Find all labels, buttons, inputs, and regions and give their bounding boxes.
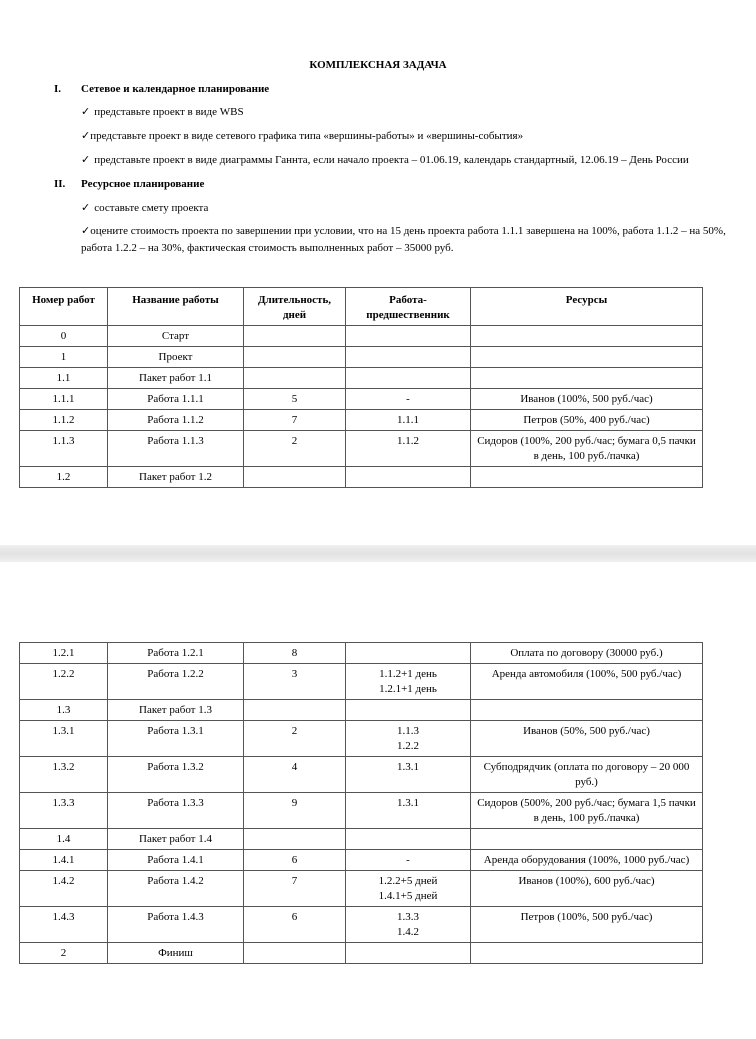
cell-number: 1.4.3 bbox=[20, 907, 108, 943]
cell-resources: Сидоров (100%, 200 руб./час; бумага 0,5 пачки в день, 100 руб./пачка) bbox=[471, 431, 703, 467]
check-mark-icon: ✓ bbox=[81, 225, 91, 237]
check-mark-icon: ✓ bbox=[81, 130, 91, 142]
table-row bbox=[20, 368, 703, 389]
cell-duration bbox=[244, 943, 346, 964]
predecessor-line: 1.2.2 bbox=[397, 740, 419, 752]
cell-resources bbox=[471, 700, 703, 721]
cell-duration bbox=[244, 347, 346, 368]
section-2-title: Ресурсное планирование bbox=[81, 178, 205, 190]
cell-resources: Субподрядчик (оплата по договору – 20 000 руб.) bbox=[471, 757, 703, 793]
cell-predecessor bbox=[346, 467, 471, 488]
cell-duration bbox=[244, 368, 346, 389]
predecessor-line: 1.2.2+5 дней bbox=[378, 875, 438, 887]
cell-name: Работа 1.1.2 bbox=[108, 410, 244, 431]
cell-predecessor bbox=[346, 700, 471, 721]
cell-resources: Аренда автомобиля (100%, 500 руб./час) bbox=[471, 664, 703, 700]
predecessor-line: 1.3.1 bbox=[397, 761, 419, 773]
cell-duration: 8 bbox=[244, 643, 346, 664]
cell-name: Работа 1.4.3 bbox=[108, 907, 244, 943]
cell-duration bbox=[244, 326, 346, 347]
cell-duration: 5 bbox=[244, 389, 346, 410]
table-row bbox=[20, 664, 703, 700]
section-1-heading bbox=[54, 83, 269, 95]
table-row bbox=[20, 793, 703, 829]
predecessor-line: 1.4.2 bbox=[397, 926, 419, 938]
cell-duration bbox=[244, 700, 346, 721]
cell-name: Работа 1.4.1 bbox=[108, 850, 244, 871]
page-break bbox=[0, 545, 756, 562]
cell-predecessor bbox=[346, 389, 471, 410]
header-name: Название работы bbox=[108, 288, 244, 326]
cell-number: 2 bbox=[20, 943, 108, 964]
cell-name: Работа 1.3.3 bbox=[108, 793, 244, 829]
cell-predecessor bbox=[346, 757, 471, 793]
cell-duration: 6 bbox=[244, 907, 346, 943]
cell-predecessor bbox=[346, 871, 471, 907]
predecessor-line: 1.1.2+1 день bbox=[379, 668, 437, 680]
cell-name: Пакет работ 1.2 bbox=[108, 467, 244, 488]
cell-predecessor bbox=[346, 793, 471, 829]
cell-predecessor bbox=[346, 907, 471, 943]
work-table-part-2 bbox=[19, 642, 703, 964]
header-duration: Длительность, дней bbox=[244, 288, 346, 326]
header-resources: Ресурсы bbox=[471, 288, 703, 326]
cell-number: 1.3 bbox=[20, 700, 108, 721]
cell-duration bbox=[244, 467, 346, 488]
cell-name: Пакет работ 1.3 bbox=[108, 700, 244, 721]
cell-predecessor bbox=[346, 347, 471, 368]
section-2-heading bbox=[54, 178, 204, 190]
cell-resources: Иванов (100%), 600 руб./час) bbox=[471, 871, 703, 907]
task-item: ✓представьте проект в виде сетевого графика типа «вершины-работы» и «вершины-события» bbox=[81, 130, 524, 142]
cell-predecessor bbox=[346, 721, 471, 757]
predecessor-line: 1.2.1+1 день bbox=[379, 683, 437, 695]
cell-duration: 2 bbox=[244, 721, 346, 757]
cell-resources: Сидоров (500%, 200 руб./час; бумага 1,5 пачки в день, 100 руб./пачка) bbox=[471, 793, 703, 829]
table-row bbox=[20, 347, 703, 368]
section-1-number: I. bbox=[54, 83, 62, 95]
cell-name: Финиш bbox=[108, 943, 244, 964]
task-item: ✓ составьте смету проекта bbox=[81, 202, 209, 214]
cell-name: Работа 1.1.1 bbox=[108, 389, 244, 410]
cell-predecessor bbox=[346, 829, 471, 850]
table-row bbox=[20, 431, 703, 467]
task-item: ✓оцените стоимость проекта по завершении при условии, что на 15 день проекта работа 1.1.1 завершена на 100%, работа 1.1.2 – на 50%, работа 1.2.2 – на 30%, фактическая стоимость выполненных работ – 35000 руб. bbox=[81, 225, 726, 254]
cell-name: Старт bbox=[108, 326, 244, 347]
table-body bbox=[20, 643, 703, 964]
cell-predecessor bbox=[346, 850, 471, 871]
cell-number: 0 bbox=[20, 326, 108, 347]
section-2-number: II. bbox=[54, 178, 66, 190]
cell-name: Пакет работ 1.4 bbox=[108, 829, 244, 850]
table-row bbox=[20, 410, 703, 431]
task-item: ✓ представьте проект в виде WBS bbox=[81, 106, 244, 118]
cell-resources bbox=[471, 368, 703, 389]
cell-name: Работа 1.2.2 bbox=[108, 664, 244, 700]
cell-predecessor bbox=[346, 643, 471, 664]
cell-name: Работа 1.3.2 bbox=[108, 757, 244, 793]
cell-resources bbox=[471, 829, 703, 850]
cell-number: 1.4.1 bbox=[20, 850, 108, 871]
table-header-row bbox=[20, 288, 703, 326]
document-page-2 bbox=[0, 562, 756, 1039]
table-row bbox=[20, 829, 703, 850]
cell-duration: 4 bbox=[244, 757, 346, 793]
check-mark-icon: ✓ bbox=[81, 154, 91, 166]
cell-number: 1.1 bbox=[20, 368, 108, 389]
cell-resources: Петров (50%, 400 руб./час) bbox=[471, 410, 703, 431]
cell-resources: Иванов (100%, 500 руб./час) bbox=[471, 389, 703, 410]
table-row bbox=[20, 467, 703, 488]
table-row bbox=[20, 871, 703, 907]
predecessor-line: - bbox=[406, 393, 410, 405]
predecessor-line: 1.1.1 bbox=[397, 414, 419, 426]
cell-predecessor bbox=[346, 410, 471, 431]
predecessor-line: 1.4.1+5 дней bbox=[378, 890, 438, 902]
check-mark-icon: ✓ bbox=[81, 106, 91, 118]
cell-predecessor bbox=[346, 368, 471, 389]
table-row bbox=[20, 943, 703, 964]
cell-name: Пакет работ 1.1 bbox=[108, 368, 244, 389]
table-row bbox=[20, 907, 703, 943]
table-row bbox=[20, 389, 703, 410]
cell-number: 1.2.2 bbox=[20, 664, 108, 700]
cell-name: Работа 1.4.2 bbox=[108, 871, 244, 907]
predecessor-line: 1.1.3 bbox=[397, 725, 419, 737]
cell-number: 1.4.2 bbox=[20, 871, 108, 907]
cell-duration bbox=[244, 829, 346, 850]
cell-name: Работа 1.3.1 bbox=[108, 721, 244, 757]
table-row bbox=[20, 757, 703, 793]
cell-duration: 3 bbox=[244, 664, 346, 700]
cell-name: Работа 1.1.3 bbox=[108, 431, 244, 467]
cell-predecessor bbox=[346, 431, 471, 467]
cell-duration: 7 bbox=[244, 410, 346, 431]
cell-resources bbox=[471, 347, 703, 368]
cell-resources: Аренда оборудования (100%, 1000 руб./час) bbox=[471, 850, 703, 871]
cell-number: 1.4 bbox=[20, 829, 108, 850]
table-row bbox=[20, 326, 703, 347]
cell-number: 1.2 bbox=[20, 467, 108, 488]
cell-resources: Петров (100%, 500 руб./час) bbox=[471, 907, 703, 943]
cell-duration: 6 bbox=[244, 850, 346, 871]
cell-number: 1.3.3 bbox=[20, 793, 108, 829]
predecessor-line: 1.1.2 bbox=[397, 435, 419, 447]
cell-name: Работа 1.2.1 bbox=[108, 643, 244, 664]
cell-number: 1 bbox=[20, 347, 108, 368]
cell-duration: 2 bbox=[244, 431, 346, 467]
predecessor-line: - bbox=[406, 854, 410, 866]
cell-number: 1.1.3 bbox=[20, 431, 108, 467]
check-mark-icon: ✓ bbox=[81, 202, 91, 214]
table-row bbox=[20, 700, 703, 721]
predecessor-line: 1.3.3 bbox=[397, 911, 419, 923]
cell-predecessor bbox=[346, 943, 471, 964]
cell-number: 1.1.1 bbox=[20, 389, 108, 410]
header-predecessor: Работа-предшественник bbox=[346, 288, 471, 326]
predecessor-line: 1.3.1 bbox=[397, 797, 419, 809]
cell-resources bbox=[471, 467, 703, 488]
table-row bbox=[20, 850, 703, 871]
document-title: КОМПЛЕКСНАЯ ЗАДАЧА bbox=[309, 59, 447, 71]
section-1-title: Сетевое и календарное планирование bbox=[81, 83, 270, 95]
table-row bbox=[20, 721, 703, 757]
cell-duration: 9 bbox=[244, 793, 346, 829]
header-number: Номер работ bbox=[20, 288, 108, 326]
work-table-part-1 bbox=[19, 287, 703, 488]
cell-resources bbox=[471, 326, 703, 347]
task-item: ✓ представьте проект в виде диаграммы Ганнта, если начало проекта – 01.06.19, календарь стандартный, 12.06.19 – День России bbox=[81, 154, 689, 166]
cell-predecessor bbox=[346, 326, 471, 347]
cell-duration: 7 bbox=[244, 871, 346, 907]
cell-resources bbox=[471, 943, 703, 964]
cell-number: 1.3.1 bbox=[20, 721, 108, 757]
cell-number: 1.3.2 bbox=[20, 757, 108, 793]
cell-resources: Иванов (50%, 500 руб./час) bbox=[471, 721, 703, 757]
cell-number: 1.1.2 bbox=[20, 410, 108, 431]
table-body bbox=[20, 326, 703, 488]
cell-number: 1.2.1 bbox=[20, 643, 108, 664]
cell-predecessor bbox=[346, 664, 471, 700]
cell-name: Проект bbox=[108, 347, 244, 368]
cell-resources: Оплата по договору (30000 руб.) bbox=[471, 643, 703, 664]
table-row bbox=[20, 643, 703, 664]
